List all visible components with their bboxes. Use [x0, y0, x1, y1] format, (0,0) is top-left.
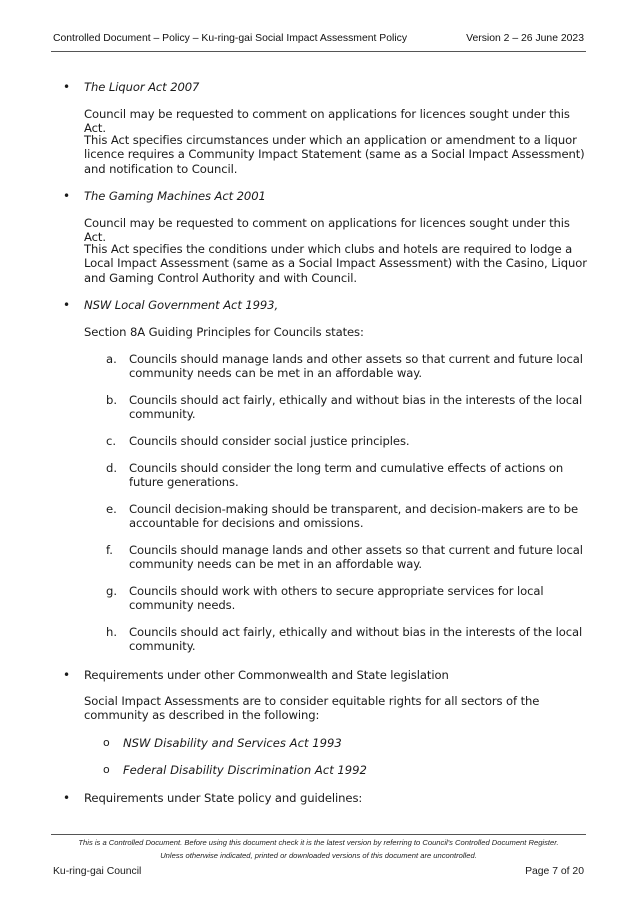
paragraph: Council may be requested to comment on applications for licences sought under this Act.	[84, 107, 570, 136]
page-number: Page 7 of 20	[525, 866, 584, 877]
bullet: •	[63, 80, 71, 94]
sub-bullet: o	[103, 736, 110, 749]
list-letter: f.	[106, 543, 113, 557]
list-letter: h.	[106, 625, 118, 639]
list-letter: c.	[106, 434, 117, 448]
list-item: Councils should consider the long term and cumulative effects of actions on future generations.	[129, 461, 564, 490]
bullet: •	[63, 668, 71, 682]
bullet: •	[63, 189, 71, 203]
list-letter: b.	[106, 393, 118, 407]
bullet: •	[63, 298, 71, 312]
sub-list-item: NSW Disability and Services Act 1993	[123, 736, 342, 750]
paragraph: This Act specifies circumstances under which an application or amendment to a liquor licence requires a Community Impact Statement (same as a Social Impact Assessment) and notification to Council.	[84, 133, 585, 176]
list-item: Councils should manage lands and other assets so that current and future local community needs can be met in an affordable way.	[129, 543, 583, 572]
bullet: •	[63, 791, 71, 805]
paragraph: This Act specifies the conditions under which clubs and hotels are required to lodge a Local Impact Assessment (same as a Social Impact Assessment) with the Casino, Liquor and Gaming Control Authority and with Council.	[84, 242, 587, 285]
sub-list-item: Federal Disability Discrimination Act 1992	[123, 763, 367, 777]
list-item: Councils should act fairly, ethically and without bias in the interests of the local community.	[129, 393, 583, 422]
section-heading-state-policy: Requirements under State policy and guidelines:	[84, 791, 363, 805]
list-item: Councils should consider social justice principles.	[129, 434, 410, 448]
document-version: Version 2 – 26 June 2023	[466, 33, 584, 44]
section-heading-legislation: Requirements under other Commonwealth and State legislation	[84, 668, 449, 682]
section-heading-gaming-act: The Gaming Machines Act 2001	[84, 189, 266, 203]
footer-note: This is a Controlled Document. Before using this document check it is the latest version by referring to Council's Controlled Document Register.	[78, 838, 559, 847]
document-title: Controlled Document – Policy – Ku-ring-gai Social Impact Assessment Policy	[53, 33, 408, 44]
paragraph: Council may be requested to comment on applications for licences sought under this Act.	[84, 216, 570, 245]
list-letter: d.	[106, 461, 118, 475]
list-item: Councils should manage lands and other assets so that current and future local community needs can be met in an affordable way.	[129, 352, 583, 381]
paragraph: Section 8A Guiding Principles for Councils states:	[84, 325, 364, 339]
footer-divider	[51, 834, 586, 835]
section-heading-liquor-act: The Liquor Act 2007	[84, 80, 200, 94]
list-item: Councils should act fairly, ethically and without bias in the interests of the local community.	[129, 625, 583, 654]
section-heading-local-government-act: NSW Local Government Act 1993,	[84, 298, 279, 312]
list-item: Councils should work with others to secure appropriate services for local community needs.	[129, 584, 544, 613]
list-letter: g.	[106, 584, 118, 598]
list-letter: a.	[106, 352, 117, 366]
sub-bullet: o	[103, 763, 110, 776]
list-item: Council decision-making should be transparent, and decision-makers are to be accountable for decisions and omissions.	[129, 502, 578, 531]
paragraph: Social Impact Assessments are to consider equitable rights for all sectors of the community as described in the following:	[84, 694, 540, 723]
footer-organisation: Ku-ring-gai Council	[53, 866, 142, 877]
list-letter: e.	[106, 502, 117, 516]
footer-note: Unless otherwise indicated, printed or downloaded versions of this document are uncontrolled.	[160, 851, 477, 860]
